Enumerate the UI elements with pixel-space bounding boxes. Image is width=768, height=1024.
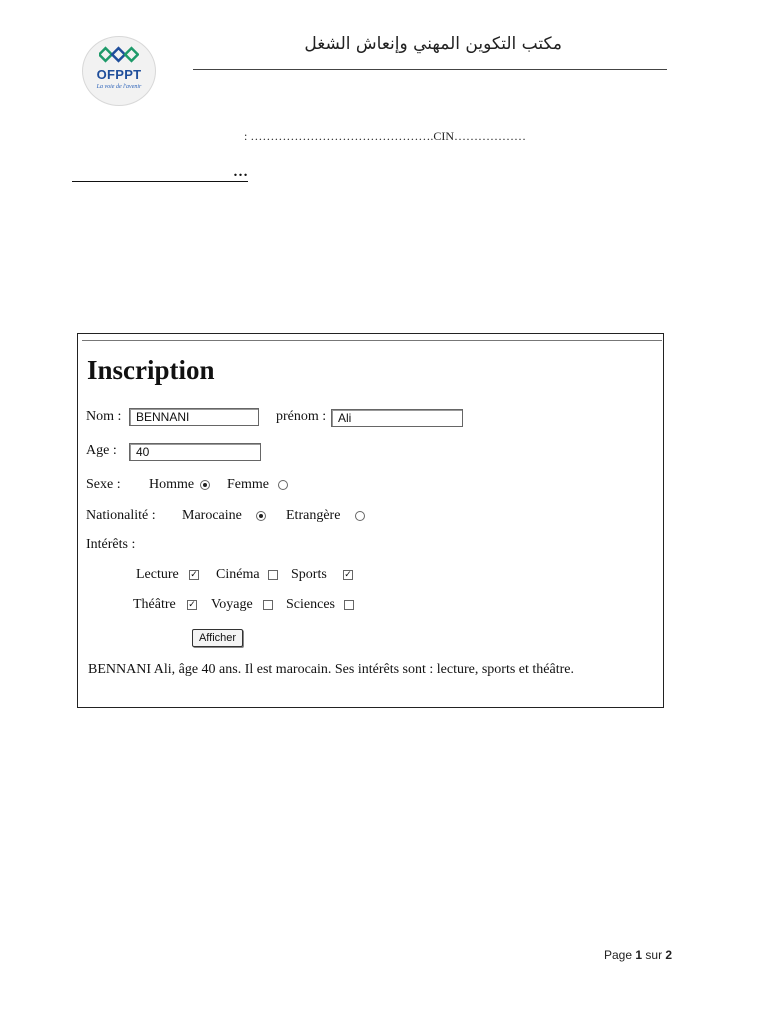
form-screenshot-frame bbox=[77, 333, 664, 708]
interet-lecture-label: Lecture bbox=[136, 567, 179, 582]
sexe-label: Sexe : bbox=[86, 477, 121, 492]
interet-cinema-checkbox[interactable] bbox=[268, 570, 278, 580]
nationalite-etrangere-radio[interactable] bbox=[355, 511, 365, 521]
logo-text: OFPPT bbox=[96, 67, 142, 82]
logo-tagline: La voie de l'avenir bbox=[96, 84, 142, 90]
sexe-homme-radio[interactable] bbox=[200, 480, 210, 490]
page-word: Page bbox=[604, 948, 633, 962]
underlined-ellipsis: … bbox=[72, 163, 248, 182]
interet-theatre-label: Théâtre bbox=[133, 597, 176, 612]
prenom-label: prénom : bbox=[276, 409, 327, 424]
interet-sports-checkbox[interactable]: ✓ bbox=[344, 570, 352, 580]
frame-top-line bbox=[82, 340, 662, 341]
interet-sciences-label: Sciences bbox=[286, 597, 335, 612]
interet-sports-label: Sports bbox=[291, 567, 327, 582]
interet-voyage-label: Voyage bbox=[211, 597, 253, 612]
nationalite-option-marocaine-label: Marocaine bbox=[182, 508, 242, 523]
of-word: sur bbox=[645, 948, 663, 962]
age-label: Age : bbox=[86, 443, 117, 458]
interet-sciences-checkbox[interactable] bbox=[344, 600, 354, 610]
nom-input[interactable]: BENNANI bbox=[129, 408, 259, 426]
ofppt-logo bbox=[82, 36, 156, 106]
result-text: BENNANI Ali, âge 40 ans. Il est marocain. Ses intérêts sont : lecture, sports et théâtre. bbox=[88, 662, 574, 677]
sexe-femme-radio[interactable] bbox=[278, 480, 288, 490]
page-number bbox=[604, 948, 672, 962]
sexe-option-femme-label: Femme bbox=[227, 477, 269, 492]
logo-diamonds-icon bbox=[99, 46, 139, 66]
sexe-option-homme-label: Homme bbox=[149, 477, 195, 492]
interet-voyage-checkbox[interactable] bbox=[263, 600, 273, 610]
header-divider bbox=[193, 69, 667, 70]
page-total: 2 bbox=[665, 948, 673, 962]
interet-theatre-checkbox[interactable]: ✓ bbox=[188, 600, 196, 610]
interet-cinema-label: Cinéma bbox=[216, 567, 260, 582]
interets-label: Intérêts : bbox=[86, 537, 136, 552]
page-header-title: مكتب التكوين المهني وإنعاش الشغل bbox=[304, 34, 562, 54]
afficher-button[interactable]: Afficher bbox=[192, 629, 243, 647]
interet-lecture-checkbox[interactable]: ✓ bbox=[190, 570, 198, 580]
nationalite-marocaine-radio[interactable] bbox=[256, 511, 266, 521]
cin-line: : ……………………………………….CIN……………… bbox=[244, 129, 526, 143]
nationalite-option-etrangere-label: Etrangère bbox=[286, 508, 341, 523]
prenom-input[interactable]: Ali bbox=[331, 409, 463, 427]
page-current: 1 bbox=[635, 948, 643, 962]
nationalite-label: Nationalité : bbox=[86, 508, 156, 523]
form-title: Inscription bbox=[87, 355, 215, 385]
nom-label: Nom : bbox=[86, 409, 122, 424]
age-input[interactable]: 40 bbox=[129, 443, 261, 461]
